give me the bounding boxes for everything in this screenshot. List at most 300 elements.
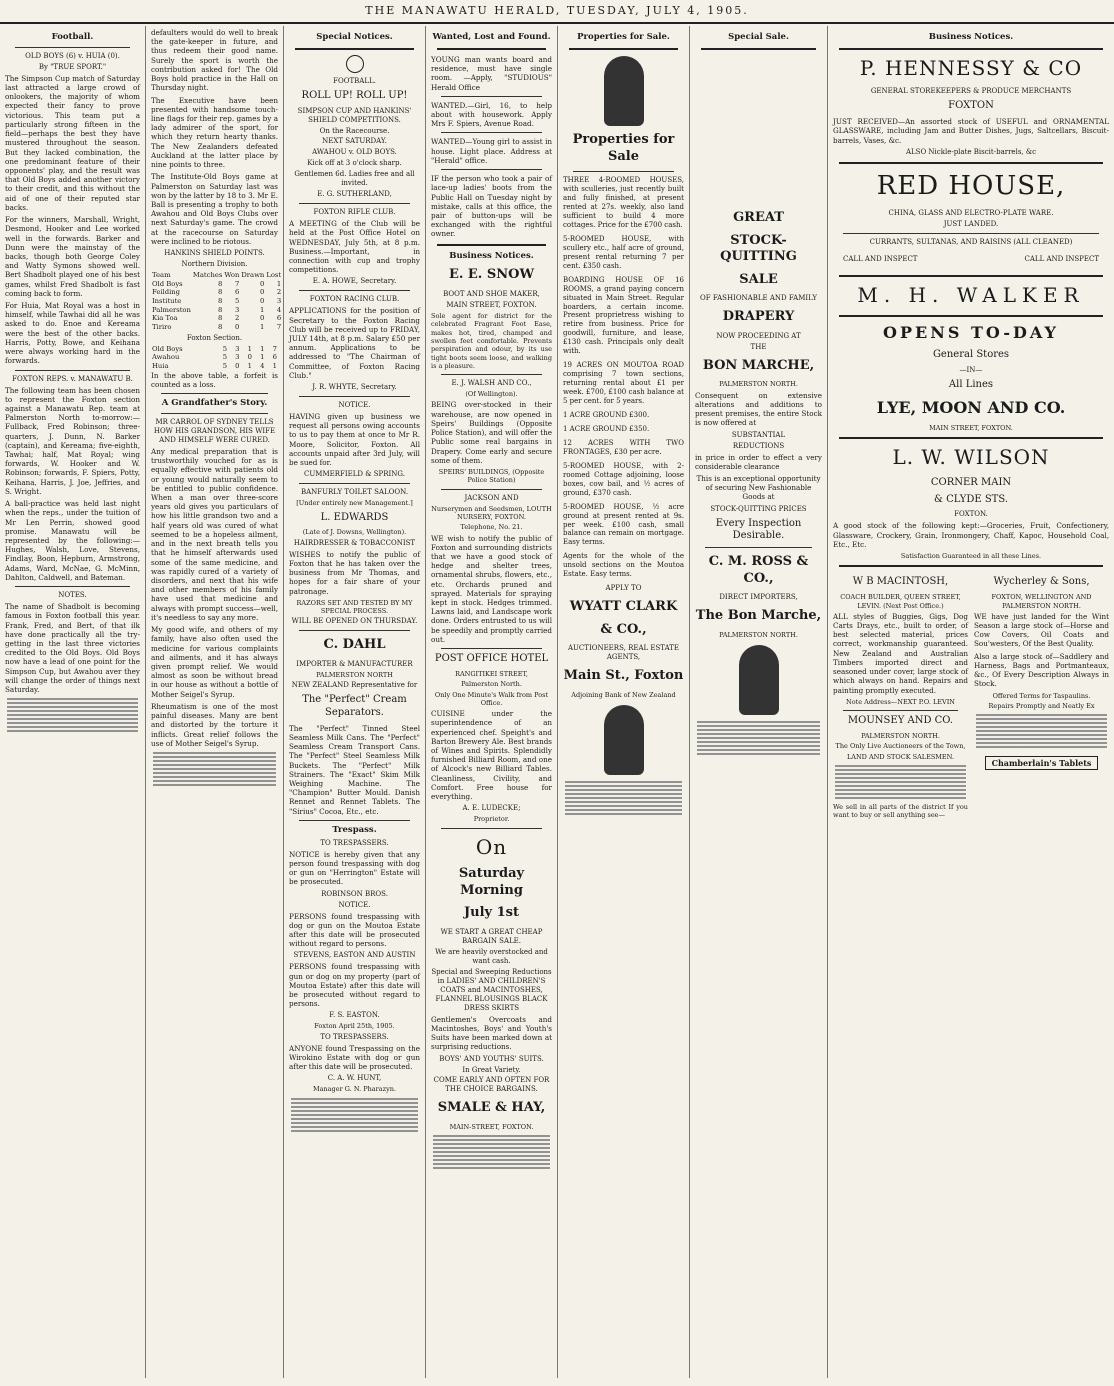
notice-text: The "Perfect" Tinned Steel Seamless Milk Cans. The "Perfect" Seamless Cream Transport Cans. The "Perfect" Steel Seamless Milk Buckets. The "Perfect" Milk Strainers. The "Exact" Skim Milk Weighing Machine. The "Champion" Butter Mould. Danish Rennet and Rennet Tablets. The "Sirius" Cocoa, Etc., etc. <box>289 723 420 816</box>
advertiser-address: Main St., Foxton <box>563 668 684 684</box>
divider <box>839 565 1103 567</box>
article-paragraph: For the winners, Marshall, Wright, Desmond, Hooker and Lee worked well in the forwards. Barker and Dunn were the mainstay of the backs, though both George Coley and Watty Symons showed well. Bert Shadbolt played one of his best games, whilst Fred Shadbolt is fast coming back to form. <box>5 215 140 298</box>
divider <box>573 171 674 172</box>
notice-text: This is an exceptional opportunity of securing New Fashionable Goods at <box>696 474 821 502</box>
article-paragraph: My good wife, and others of my family, have also often used the medicine for various complaints and ailments, and it has always given prompt relief. We would almost as soon be without bread in our house as without a bottle of Mother Seigel's Syrup. <box>151 625 278 699</box>
divider <box>441 132 542 133</box>
table-cell: Tiriro <box>152 323 172 332</box>
ad-headline: OPENS TO-DAY <box>883 322 1059 342</box>
notice-text: ANYONE found Trespassing on the Wirokino Estate with dog or gun after this date will be prosecuted. <box>289 1043 420 1072</box>
ad-headline: DRAPERY <box>722 309 795 325</box>
table-cell: Won <box>224 270 240 279</box>
notice-text: WISHES to notify the public of Foxton that he has taken over the business from Mr Thomas, and hopes for a fair share of your patronage. <box>289 549 420 596</box>
notice-text: Palmerston North. <box>461 680 522 689</box>
notice-text: Adjoining Bank of New Zealand <box>571 690 676 699</box>
notice-text: (Of Wellington). <box>465 390 518 399</box>
notice-text: WE wish to notify the public of Foxton and surrounding districts that we have a good stock of hedge and shelter trees, ornamental shrubs, flowers, etc., etc. Orchards pruned and sprayed. Materials for spraying kept in stock. Hedges trimmed. Lawns laid, and Landscape work done. Orders entrusted to us will be speedily and promptly carried out. <box>431 533 552 644</box>
notice-text: OF FASHIONABLE AND FAMILY <box>700 294 817 303</box>
table-subtitle: Northern Division. <box>181 259 248 268</box>
advertiser-name: L. W. WILSON <box>892 445 1050 470</box>
notice-text: CORNER MAIN <box>930 476 1012 488</box>
notice-text: PALMERSTON NORTH <box>316 670 393 679</box>
section-heading: Trespass. <box>332 824 377 835</box>
divider <box>299 203 410 204</box>
table-cell: Old Boys <box>152 344 183 353</box>
table-cell: 5 <box>222 362 228 371</box>
notice-text: SPEIRS' BUILDINGS, (Opposite Police Station) <box>438 467 545 485</box>
table-cell: 5 <box>235 297 240 305</box>
table-cell: 5 <box>222 344 228 353</box>
notice-text: RANGITIKEI STREET, <box>455 669 528 678</box>
column-football-continued <box>146 26 284 1378</box>
notice-text: WE START A GREAT CHEAP BARGAIN SALE. <box>440 928 543 946</box>
property-listing: 1 ACRE GROUND £350. <box>563 424 650 433</box>
property-listing: 5-ROOMED HOUSE, with 2-roomed Cottage adjoining, loose boxes, cow bail, and ½ acres of ground, £370 cash. <box>563 461 684 497</box>
divider <box>569 48 678 50</box>
article-paragraph: Any medical preparation that is trustworthily vouched for as is equally effective with patients old or young would naturally seem to be entitled to public confidence. When a man over three-score years old gives you particulars of how his little grandson two and a half years old was cured of what seemed to be a hopeless ailment, and in the next breath tells you that he himself afterwards used some of the same medicine, and was rapidly cured of a variety of disorders, and next that his wife and other members of his family have used that medicine and always with prompt success—well, it's needless to say any more. <box>151 446 278 622</box>
signature: E. G. SUTHERLAND, <box>317 190 392 199</box>
article-headline: FOXTON REPS. v. MANAWATU B. <box>12 374 133 383</box>
notice-text: In Great Variety. <box>462 1065 521 1074</box>
classified-ad: WANTED.—Girl, 16, to help about with housework. Apply Mrs F. Spiers, Avenue Road. <box>431 100 552 129</box>
illegible-print <box>433 1135 550 1169</box>
table-cell: Palmerston <box>152 305 191 314</box>
table-row <box>151 306 284 315</box>
article-paragraph: For Huia, Mat Royal was a host in himself, while Tawhai did all he was asked to do. Enoe and Kereama were the best of the other backs. Harris, Potty, Bowe, and Keihana were always working hard in the forwards. <box>5 301 140 366</box>
football-icon <box>346 55 364 73</box>
section-heading: Business Notices. <box>928 32 1014 42</box>
divider <box>15 47 130 48</box>
table-row <box>151 314 284 323</box>
divider <box>839 437 1103 439</box>
property-listing: 5-ROOMED HOUSE, ½ acre ground at present rented at 9s. per week. £100 cash, small balance can remain on mortgage. Easy terms. <box>563 502 684 547</box>
table-cell: 7 <box>272 344 277 353</box>
table-row <box>151 323 284 332</box>
notice-text: FOXTON, WELLINGTON AND PALMERSTON NORTH. <box>991 593 1092 610</box>
notice-text: Only One Minute's Walk from Post Office. <box>434 690 549 707</box>
pointing-hand-icon <box>739 645 779 715</box>
product-label: Chamberlain's Tablets <box>985 756 1099 770</box>
property-listing: 5-ROOMED HOUSE, with scullery etc., half acre of ground, present rental returning 7 per cent. £350 cash. <box>563 234 684 270</box>
notice-text: The Only Live Auctioneers of the Town, <box>835 742 966 751</box>
property-listing: BOARDING HOUSE OF 16 ROOMS, a grand paying concern situated in Main Street. Regular boarders, a certain income. Present proprietress wishing to retire from business. Price for goodwill, furniture, and lease, £130 cash. Principals only dealt with. <box>563 275 684 356</box>
notice-text: FOXTON <box>948 100 994 112</box>
notice-text: SUBSTANTIAL <box>731 430 786 439</box>
advertiser-name: The Bon Marche, <box>695 608 822 624</box>
notice-text: & CLYDE STS. <box>933 493 1009 505</box>
table-cell: 0 <box>259 288 265 297</box>
notice-text: A good stock of the following kept:—Groceries, Fruit, Confectionery, Glassware, Crockery, Grain, Ironmongery, Chaff, Kapoc, Household Coal, Etc., Etc. <box>833 521 1109 549</box>
divider <box>161 413 268 414</box>
table-cell: Team <box>152 270 171 279</box>
notice-heading: FOXTON RIFLE CLUB. <box>313 208 396 217</box>
table-row <box>151 280 284 289</box>
divider <box>15 586 130 587</box>
divider <box>441 374 542 375</box>
table-cell: 5 <box>222 353 228 362</box>
table-cell: 2 <box>235 314 240 323</box>
table-cell: 1 <box>272 362 277 371</box>
table-cell: 1 <box>276 279 282 288</box>
table-row <box>151 297 284 306</box>
advertiser-name: C. DAHL <box>323 637 386 653</box>
section-heading: Special Sale. <box>728 32 789 42</box>
table-cell: 3 <box>235 305 240 314</box>
table-cell: 0 <box>259 297 265 305</box>
table-cell: 8 <box>218 297 223 305</box>
notice-heading: NOTICE. <box>338 401 371 410</box>
advertiser-name: BON MARCHE, <box>702 357 815 373</box>
illegible-print <box>976 714 1107 748</box>
notice-text: Gentlemen 6d. Ladies free and all invited. <box>294 170 415 188</box>
pointing-hand-icon <box>604 705 644 775</box>
notice-heading: ROLL UP! ROLL UP! <box>301 89 408 101</box>
notice-text: COME EARLY AND OFTEN FOR THE CHOICE BARGAINS. <box>433 1076 550 1094</box>
table-cell: 1 <box>259 323 265 332</box>
signature: Manager G. N. Pharazyn. <box>312 1085 397 1094</box>
article-paragraph: The Simpson Cup match of Saturday last attracted a large crowd of onlookers, the majority of whom expected their fancy to prove victorious. This team put a particularly strong fifteen in the field—perhaps the best they have mustered throughout the season. But they lacked combination, the one predominant feature of their opponents' play, and the result was that Old Boys added another victory to their credit, and this without the aid of one of their reputed star backs. <box>5 73 140 212</box>
advertiser-name: MOUNSEY AND CO. <box>847 715 954 727</box>
table-cell: Awahou <box>152 353 180 362</box>
notice-text: ALSO Nickle-plate Biscit-barrels, &c <box>905 147 1037 156</box>
table-cell: 3 <box>276 297 282 305</box>
notice-text: [Under entirely new Management.] <box>296 499 413 508</box>
notice-text: PALMERSTON NORTH. <box>719 631 798 640</box>
macintosh-ad <box>833 572 968 822</box>
ad-headline: Saturday Morning <box>458 866 525 898</box>
notice-text: WE have just landed for the Wint Season a large stock of—Horse and Cow Covers, Oil Coats and Sou'westers, Of the Best Quality. <box>974 611 1109 649</box>
advertiser-name: W B MACINTOSH, <box>852 576 949 588</box>
table-cell: Old Boys <box>152 279 183 288</box>
bottom-ads <box>833 572 1109 822</box>
table-cell: 0 <box>259 279 265 288</box>
section-heading: Wanted, Lost and Found. <box>432 32 551 42</box>
illegible-print <box>291 1098 418 1132</box>
divider <box>705 547 812 548</box>
notice-text: Telephone, No. 21. <box>460 523 523 532</box>
notice-text: in price in order to effect a very considerable clearance <box>695 452 822 471</box>
signature: STEVENS, EASTON AND AUSTIN <box>293 951 416 960</box>
table-cell: 8 <box>218 314 223 323</box>
notice-text: DIRECT IMPORTERS, <box>719 593 798 602</box>
notice-text: A MEETING of the Club will be held at the Post Office Hotel on WEDNESDAY, July 5th, at 8 p.m. Business.—Important, in connection with cup and trophy competitions. <box>289 219 420 275</box>
divider <box>839 315 1103 317</box>
property-listing: 12 ACRES WITH TWO FRONTAGES, £30 per acre. <box>563 438 684 456</box>
story-title: A Grandfather's Story. <box>161 398 268 409</box>
table-cell: 3 <box>235 353 240 362</box>
article-paragraph: defaulters would do well to break the gate-keeper in future, and thus redeem their good name. Surely the sport is worth the contribution asked for! The Old Boys hold practice in the Hall on Thursday night. <box>151 28 278 93</box>
notice-text: Kick off at 3 o'clock sharp. <box>307 159 402 168</box>
notice-text: Gentlemen's Overcoats and Macintoshes, Boys' and Youth's Suits have been marked down at surprising reductions. <box>431 1014 552 1052</box>
notice-text: Satisfaction Guaranteed in all these Lines. <box>900 552 1042 561</box>
divider <box>437 48 546 50</box>
table-title: HANKINS SHIELD POINTS. <box>164 249 265 258</box>
notice-heading: FOXTON RACING CLUB. <box>309 295 400 304</box>
classified-ad: IF the person who took a pair of lace-up ladies' boots from the Public Hall on Tuesday night by mistake, calls at this office, the pair of button-ups will be exchanged with the rightful owner. <box>431 174 552 239</box>
column-football <box>0 26 146 1378</box>
notice-text: BOYS' AND YOUTHS' SUITS. <box>439 1054 544 1063</box>
signature: C. A. W. HUNT, <box>327 1074 382 1083</box>
table-cell: Matches <box>192 270 223 279</box>
notice-text: All Lines <box>948 378 994 390</box>
table-row <box>151 288 284 297</box>
ad-headline: Properties for Sale <box>572 131 675 164</box>
notice-heading: HAIRDRESSER & TOBACCONIST <box>293 538 416 547</box>
table-subtitle: Foxton Section. <box>186 333 243 342</box>
notice-text: MAIN STREET, FOXTON. <box>929 423 1013 432</box>
table-cell: 6 <box>276 314 282 323</box>
table-cell: 8 <box>218 279 223 288</box>
notice-text: MAIN STREET, FOXTON. <box>446 301 537 310</box>
notice-text: THE <box>750 342 767 351</box>
notice-text: CHINA, GLASS AND ELECTRO-PLATE WARE. <box>888 209 1054 218</box>
table-cell: 1 <box>260 353 265 362</box>
notice-text: AWAHOU v. OLD BOYS. <box>312 148 397 157</box>
notice-text: (Late of J. Dowsns, Wellington). <box>302 528 407 537</box>
signature: F. S. EASTON. <box>329 1011 380 1020</box>
notice-heading: The "Perfect" Cream Separators. <box>302 694 407 718</box>
divider <box>299 483 410 484</box>
notice-text: REDUCTIONS <box>732 441 785 450</box>
advertiser-name: & CO., <box>600 621 647 637</box>
table-cell: 7 <box>276 323 282 332</box>
notice-text: IMPORTER & MANUFACTURER <box>296 659 413 668</box>
notice-text: Consequent on extensive alterations and additions to present premises, the entire Stock is now offered at <box>695 390 822 428</box>
notice-text: On the Racecourse. <box>319 126 390 135</box>
points-table <box>151 345 278 371</box>
notice-text: PALMERSTON NORTH. <box>719 380 798 389</box>
wycherley-ad <box>974 572 1109 822</box>
divider <box>299 820 410 821</box>
notice-text: STOCK-QUITTING PRICES <box>710 504 807 513</box>
table-cell: 4 <box>260 362 265 371</box>
advertiser-name: WYATT CLARK <box>569 599 678 615</box>
article-paragraph: The Executive have been presented with handsome touch-line flags for their rep. games by a lady admirer of the sport, for which they return hearty thanks. The New Zealanders defeated Auckland at the latter place by nine points to three. <box>151 95 278 170</box>
table-cell: 0 <box>235 362 240 371</box>
notice-text: NOW PROCEEDING AT <box>716 331 801 340</box>
table-cell: 4 <box>276 305 282 314</box>
notice-text: FOXTON. <box>954 510 988 519</box>
article-paragraph: Rheumatism is one of the most painful diseases. Many are bent and distorted by the torture it inflicts. Great relief follows the use of Mother Seigel's Syrup. <box>151 701 278 748</box>
advertiser-name: RED HOUSE, <box>876 170 1066 201</box>
ad-headline: SALE <box>739 271 778 287</box>
table-row <box>151 353 278 362</box>
illegible-print <box>7 698 138 732</box>
table-row <box>151 345 278 354</box>
advertiser-name: Wycherley & Sons, <box>993 576 1090 588</box>
article-paragraph: The Institute-Old Boys game at Palmerston on Saturday last was won by the latter by 18 to 3. Mr E. Ball is presenting a trophy to both Awahou and Old Boys Clubs over next Saturday's game. The crowd at the racecourse on Saturday were inclined to be riotous. <box>151 172 278 246</box>
notice-heading: TO TRESPASSERS. <box>320 838 389 847</box>
divider <box>843 710 958 711</box>
notice-heading: SIMPSON CUP AND HANKINS' SHIELD COMPETITIONS. <box>297 106 412 124</box>
notice-text: APPLICATIONS for the position of Secretary to the Foxton Racing Club will be received up to FRIDAY, JULY 14th, at 8 p.m. Salary £50 per annum. Applications to be addressed to "The Chairman of Committee, of Foxton Racing Club." <box>289 306 420 380</box>
divider <box>701 48 816 50</box>
notice-text: CURRANTS, SULTANAS, AND RAISINS (ALL CLEANED) <box>869 238 1073 246</box>
notice-text: ALL styles of Buggies, Gigs, Dog Carts Drays, etc., built to order, of best selected material, prices correct, workmanship guaranteed. New Zealand and Australian Timbers imported direct and seasoned under cover, large stock of which always on hand. Repairs and painting promptly executed. <box>833 611 968 695</box>
notice-date: Foxton April 25th, 1905. <box>314 1022 395 1031</box>
table-note: In the above table, a forfeit is counted as a loss. <box>151 370 278 389</box>
divider <box>839 48 1103 50</box>
notice-text: MAIN-STREET, FOXTON. <box>449 1122 534 1131</box>
notice-text: CALL AND INSPECT <box>1024 254 1099 263</box>
advertiser-name: JACKSON AND <box>464 493 519 502</box>
notice-text: We are heavily overstocked and want cash. <box>435 948 548 965</box>
advertiser-name: C. M. ROSS & CO., <box>708 554 809 586</box>
column-properties <box>558 26 690 1378</box>
advertiser-name: L. EDWARDS <box>320 511 389 523</box>
table-cell: 8 <box>218 288 223 297</box>
table-cell: 6 <box>272 353 277 362</box>
table-cell: Drawn <box>241 270 265 279</box>
table-cell: 0 <box>235 323 240 332</box>
notice-text: General Stores <box>932 348 1010 360</box>
notice-text: BEING over-stocked in their warehouse, are now opened in Speirs' Buildings (Opposite Police Station), and will offer the Public some real bargains in Drapery. Come early and secure some of them. <box>431 400 552 465</box>
masthead: THE MANAWATU HERALD, TUESDAY, JULY 4, 1905. <box>0 0 1114 24</box>
notice-text: AUCTIONEERS, REAL ESTATE AGENTS, <box>567 644 680 662</box>
property-listing: 1 ACRE GROUND £300. <box>563 411 650 419</box>
notice-text: RAZORS SET AND TESTED BY MY SPECIAL PROCESS. <box>296 598 413 616</box>
property-listing: 19 ACRES ON MOUTOA ROAD comprising 7 town sections, returning rental about £1 per week. £700, £100 cash balance at 5 per cent. for 5 years. <box>563 361 684 406</box>
notice-text: We sell in all parts of the district If you want to buy or sell anything see— <box>833 802 968 820</box>
notice-text: CUISINE under the superintendence of an experienced chef. Speight's and Barton Brewery Ale. Best brands of Wines and Spirits. Splendidly furnished Billiard Room, and one of Alcock's new Billiard Tables. Cleanliness, Civility, and Comfort. Free house for everything. <box>431 709 552 802</box>
signature: J. R. WHYTE, Secretary. <box>312 383 397 392</box>
notice-text: PALMERSTON NORTH. <box>861 731 940 740</box>
notice-text: LAND AND STOCK SALESMEN. <box>846 752 955 761</box>
divider <box>437 244 546 246</box>
notice-heading: BANFURLY TOILET SALOON. <box>300 488 409 497</box>
divider <box>441 169 542 170</box>
notes-heading: NOTES. <box>58 591 87 600</box>
advertiser-name: M. H. WALKER <box>857 282 1085 307</box>
points-table <box>151 271 284 332</box>
notice-heading: NOTICE. <box>338 900 371 909</box>
article-paragraph: The name of Shadbolt is becoming famous in Foxton football this year. Frank, Fred, and Bert, of that ilk have done practically all the try-getting in the last three victories credited to the Old Boys. Old Boys now have a lead of one point for the Simpson Cup, but Awahou aver they will change the order of things next Saturday. <box>5 602 140 695</box>
table-header-row <box>151 271 284 280</box>
divider <box>161 393 268 394</box>
notice-text: NEXT SATURDAY. <box>322 137 387 146</box>
column-special-notices <box>284 26 426 1378</box>
notice-text: WILL BE OPENED ON THURSDAY. <box>291 617 418 626</box>
signature: ROBINSON BROS. <box>321 889 388 898</box>
section-heading: Football. <box>51 32 94 42</box>
notice-text: JUST LANDED. <box>943 220 999 229</box>
ad-headline: GREAT <box>733 209 784 225</box>
table-row <box>151 362 278 371</box>
article-headline: OLD BOYS (6) v. HUIA (0). <box>25 51 120 60</box>
table-cell: 1 <box>247 344 252 353</box>
article-paragraph: A ball-practice was held last night when the reps., under the tuition of Mr Len Perrin, showed good promise. Manawatu will be represented by the following:—Hughes, Walsh, Love, Stevens, Findlay, Boon, Hepburn, Armstrong, Adams, Ward, McNae, G. McMinn, Dahlton, Caldwell, and Bateman. <box>5 499 140 582</box>
article-paragraph: The following team has been chosen to represent the Foxton section against a Manawatu Rep. team at Palmerston North to-morrow:—Fullback, Fred Robinson; three-quarters, J. Dunn, N. Barker (captain), and Kereama; five-eighth, Tawhai; half, Mat Royal; wing forwards, W. Hooker and W. Robinson; forwards, F. Spiers, Potty, Keihana, Harris, J. Joe, Jeffries, and S. Wright. <box>5 385 140 496</box>
notice-text: PERSONS found trespassing with gun or dog on my property (part of Moutoa Estate) after this date will be prosecuted without regard to persons. <box>289 962 420 1009</box>
notice-text: BOOT AND SHOE MAKER, <box>443 290 540 299</box>
divider <box>839 275 1103 277</box>
notice-heading: TO TRESPASSERS. <box>320 1032 389 1041</box>
advertiser-name: E. E. SNOW <box>448 267 535 283</box>
divider <box>295 48 414 50</box>
signature: CUMMERFIELD & SPRING. <box>304 470 405 479</box>
illegible-print <box>835 765 966 799</box>
notice-heading: FOOTBALL. <box>333 76 376 85</box>
table-cell: 0 <box>247 353 252 362</box>
divider <box>839 162 1103 164</box>
table-cell: 8 <box>218 305 223 314</box>
notice-text: JUST RECEIVED—An assorted stock of USEFUL and ORNAMENTAL GLASSWARE, including Jam and Butter Dishes, Jugs, Saltcellars, Biscuit-barrels, Vases, &c. <box>833 117 1109 145</box>
notice-text: Note Address—NEXT P.O. LEVIN <box>846 697 955 706</box>
notice-text: —IN— <box>959 365 983 374</box>
illegible-print <box>697 721 820 755</box>
call-row <box>833 249 1109 270</box>
divider <box>299 630 410 631</box>
table-cell: 0 <box>259 314 265 323</box>
table-cell: 6 <box>235 288 240 297</box>
pointing-hand-icon <box>604 56 644 126</box>
table-cell: 7 <box>235 279 240 288</box>
divider <box>441 828 542 829</box>
table-cell: Institute <box>152 297 182 305</box>
signature: A. E. LUDECKE; <box>462 804 521 813</box>
divider <box>441 489 542 490</box>
notice-text: NOTICE is hereby given that any person found trespassing with dog or gun on "Herrington" Estate will be prosecuted. <box>289 849 420 887</box>
byline: By "TRUE SPORT." <box>38 62 107 71</box>
property-listing: THREE 4-ROOMED HOUSES, with sculleries, just recently built and fully finished, at present rented at 27s. weekly, also land sufficient to build 4 more cottages. Price for the £700 cash. <box>563 176 684 229</box>
ad-headline: July 1st <box>464 905 519 921</box>
classified-ad: YOUNG man wants board and residence, must have single room. —Apply, "STUDIOUS" Herald Office <box>431 54 552 92</box>
illegible-print <box>153 752 276 786</box>
table-cell: Kia Toa <box>152 314 178 323</box>
advertiser-name: E. J. WALSH AND CO., <box>451 379 532 388</box>
table-cell: Feilding <box>152 288 180 297</box>
notice-text: Offered Terms for Taspaulins. <box>992 691 1091 700</box>
table-cell: 1 <box>260 344 265 353</box>
table-cell: 2 <box>276 288 282 297</box>
notice-text: HAVING given up business we request all persons owing accounts to us to pay them at once to Mr R. Moore, Solicitor, Foxton. All accounts unpaid after 3rd July, will be sued for. <box>289 412 420 468</box>
advertiser-name: P. HENNESSY & CO <box>859 55 1083 80</box>
divider <box>441 648 542 649</box>
column-special-sale <box>690 26 828 1378</box>
notice-text: Every Inspection Desirable. <box>715 517 802 542</box>
table-cell: 8 <box>218 323 223 332</box>
divider <box>15 370 130 371</box>
notice-text: Also a large stock of—Saddlery and Harness, Bags and Portmanteaux, &c., Of Every Description Always in Stock. <box>974 651 1109 689</box>
notice-text: COACH BUILDER, QUEEN STREET, LEVIN. (Next Post Office.) <box>840 593 961 610</box>
advertiser-name: SMALE & HAY, <box>437 1100 546 1116</box>
illegible-print <box>565 781 682 815</box>
advertiser-name: POST OFFICE HOTEL <box>434 653 549 665</box>
notice-text: Agents for the whole of the unsold sections on the Moutoa Estate. Easy terms. <box>563 552 684 579</box>
table-cell: 1 <box>247 362 252 371</box>
advertiser-name: LYE, MOON AND CO. <box>876 397 1066 417</box>
divider <box>843 233 1099 234</box>
notice-text: NEW ZEALAND Representative for <box>291 681 418 690</box>
divider <box>441 96 542 97</box>
signature: E. A. HOWE, Secretary. <box>312 277 397 286</box>
signature: Proprietor. <box>473 815 510 824</box>
column-wanted <box>426 26 558 1378</box>
divider <box>299 396 410 397</box>
notice-text: Nurserymen and Seedsmen, LOUTH NURSERY, FOXTON. <box>431 504 552 521</box>
ad-headline: On <box>475 834 508 859</box>
section-heading: Business Notices. <box>449 250 534 261</box>
classified-ad: WANTED—Young girl to assist in house. Light place. Address at "Herald" office. <box>431 137 552 165</box>
story-headline: MR CARROL OF SYDNEY TELLS HOW HIS GRANDSON, HIS WIFE AND HIMSELF WERE CURED. <box>153 418 276 444</box>
notice-text: GENERAL STOREKEEPERS & PRODUCE MERCHANTS <box>870 87 1072 96</box>
column-business-notices <box>828 26 1114 1378</box>
table-cell: Huia <box>152 362 169 371</box>
notice-text: Special and Sweeping Reductions in LADIES' AND CHILDREN'S COATS and MACINTOSHES, FLANNEL BLOUSINGS BLACK DRESS SKIRTS <box>431 967 552 1012</box>
notice-text: Sole agent for district for the celebrated Fragrant Foot Ease, makes hot, tired, champed and swollen feet comfortable. Prevents perspiration and odour, by its use tight boots seem loose, and walking is a pleasure. <box>431 312 552 370</box>
table-cell: Lost <box>266 270 282 279</box>
divider <box>299 290 410 291</box>
